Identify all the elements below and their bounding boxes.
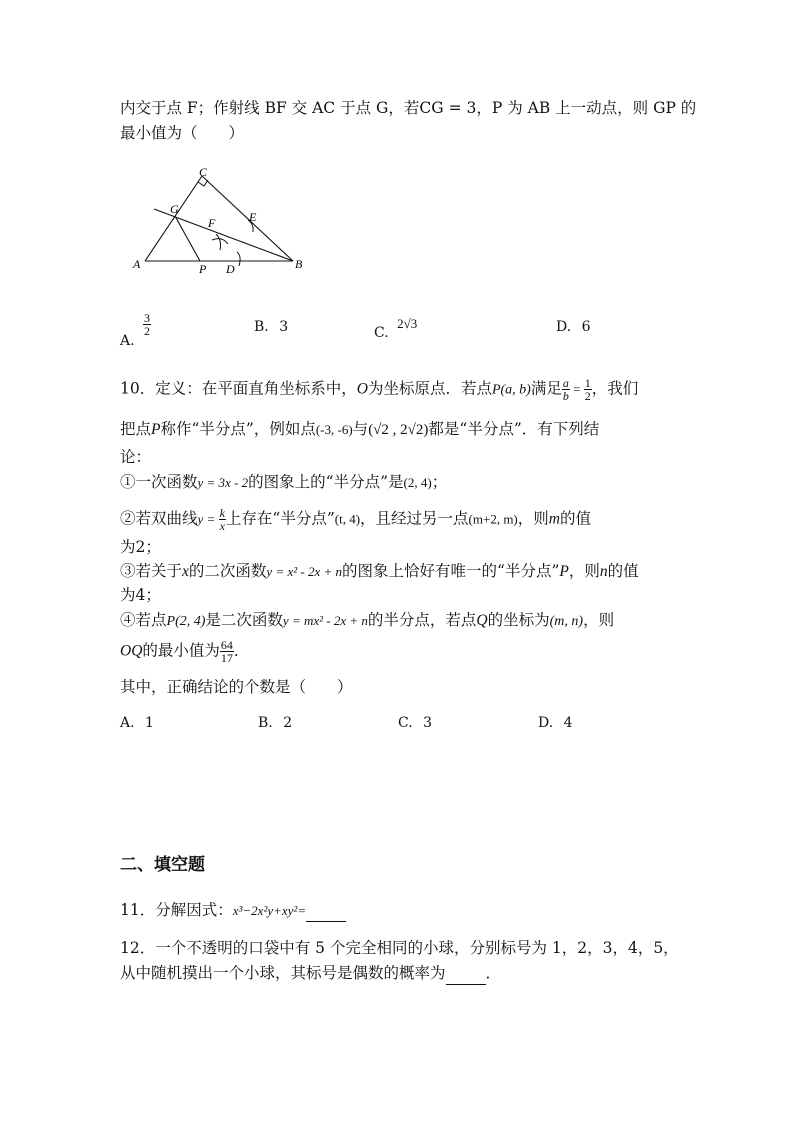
- q9-triangle-figure: [128, 166, 313, 278]
- q10-line1: 10．定义：在平面直角坐标系中，O为坐标原点．若点P(a, b)满足 $\frac{a}{b}$ = $\frac{1}{2}$ ，我们: [120, 376, 639, 403]
- option-value: 3: [423, 715, 433, 731]
- label-f: F: [208, 216, 216, 230]
- q10-statement-4: ④若点P(2, 4)是二次函数y = mx² - 2x + n的半分点，若点Q的坐标为(m, n)，则: [120, 611, 615, 629]
- option-value: 1: [145, 715, 154, 731]
- q9-line1: 内交于点 F；作射线 BF 交 AC 于点 G，若CG = 3，P 为 AB 上一动点，则 GP 的: [120, 99, 697, 117]
- q10-statement-2: ②若双曲线y = $\frac{k}{x}$ 上存在“半分点”(t, 4)，且经过另一点(m+2, m)，则m的值: [120, 506, 591, 533]
- option-letter: D.: [538, 715, 554, 731]
- option-letter: C.: [398, 715, 413, 731]
- q10-statement-1: ①一次函数y = 3x - 2的图象上的“半分点”是(2, 4)；: [120, 473, 448, 491]
- q10-option-a[interactable]: [120, 715, 154, 731]
- q10-line2: 把点P称作“半分点”，例如点(-3, -6)与(√2 , 2√2)都是“半分点”．有下列结: [120, 420, 600, 438]
- q10-option-c[interactable]: [398, 715, 432, 731]
- option-letter: A.: [120, 332, 135, 349]
- option-value: 2√3: [397, 316, 418, 331]
- option-value: 4: [563, 715, 573, 731]
- option-letter: A.: [120, 715, 135, 731]
- q9-option-a[interactable]: [120, 311, 151, 349]
- option-letter: B.: [254, 319, 269, 335]
- option-letter: D.: [556, 319, 572, 335]
- q10-line3: 论：: [120, 448, 152, 466]
- label-p: P: [199, 262, 207, 276]
- q9-option-d[interactable]: [556, 319, 591, 335]
- q11-answer-blank[interactable]: [306, 899, 346, 922]
- q12-answer-blank[interactable]: [446, 962, 486, 985]
- option-letter: B.: [258, 715, 273, 731]
- q11: 11．分解因式：x³−2x²y+xy²=: [120, 899, 346, 922]
- label-a: A: [133, 257, 141, 271]
- option-value: 2: [283, 715, 293, 731]
- q10-option-b[interactable]: [258, 715, 292, 731]
- q9-option-c[interactable]: [374, 316, 418, 341]
- option-value-fraction: $\frac{3}{2}$: [144, 311, 151, 338]
- q10-statement-3: ③若关于x的二次函数y = x² - 2x + n的图象上恰好有唯一的“半分点”P，则n的值: [120, 562, 639, 580]
- q12-line1: 12．一个不透明的口袋中有 5 个完全相同的小球，分别标号为 1，2，3，4，5，: [120, 939, 679, 957]
- label-e: E: [249, 210, 257, 224]
- q12-line2: 从中随机摸出一个小球，其标号是偶数的概率为 ．: [120, 962, 501, 985]
- q10-option-d[interactable]: [538, 715, 573, 731]
- q10-statement-4-cont: OQ的最小值为 $\frac{64}{17}$ ．: [120, 638, 250, 665]
- segment-gp: [175, 216, 200, 261]
- segment-cb: [202, 176, 293, 261]
- label-b: B: [295, 257, 303, 271]
- q9-line2: 最小值为（ ）: [120, 124, 245, 142]
- arc-d: [237, 252, 240, 266]
- arc-f: [216, 234, 221, 250]
- q10-statement-3-cont: 为4；: [120, 586, 161, 604]
- option-value: 3: [279, 319, 289, 335]
- label-d: D: [226, 262, 235, 276]
- q10-statement-2-cont: 为2；: [120, 538, 161, 556]
- option-value: 6: [581, 319, 591, 335]
- q10-question: 其中，正确结论的个数是（ ）: [120, 678, 353, 696]
- label-c: C: [199, 166, 208, 179]
- option-letter: C.: [374, 325, 389, 341]
- label-g: G: [170, 202, 179, 216]
- q9-option-b[interactable]: [254, 319, 288, 335]
- section-title: 二、填空题: [120, 855, 205, 875]
